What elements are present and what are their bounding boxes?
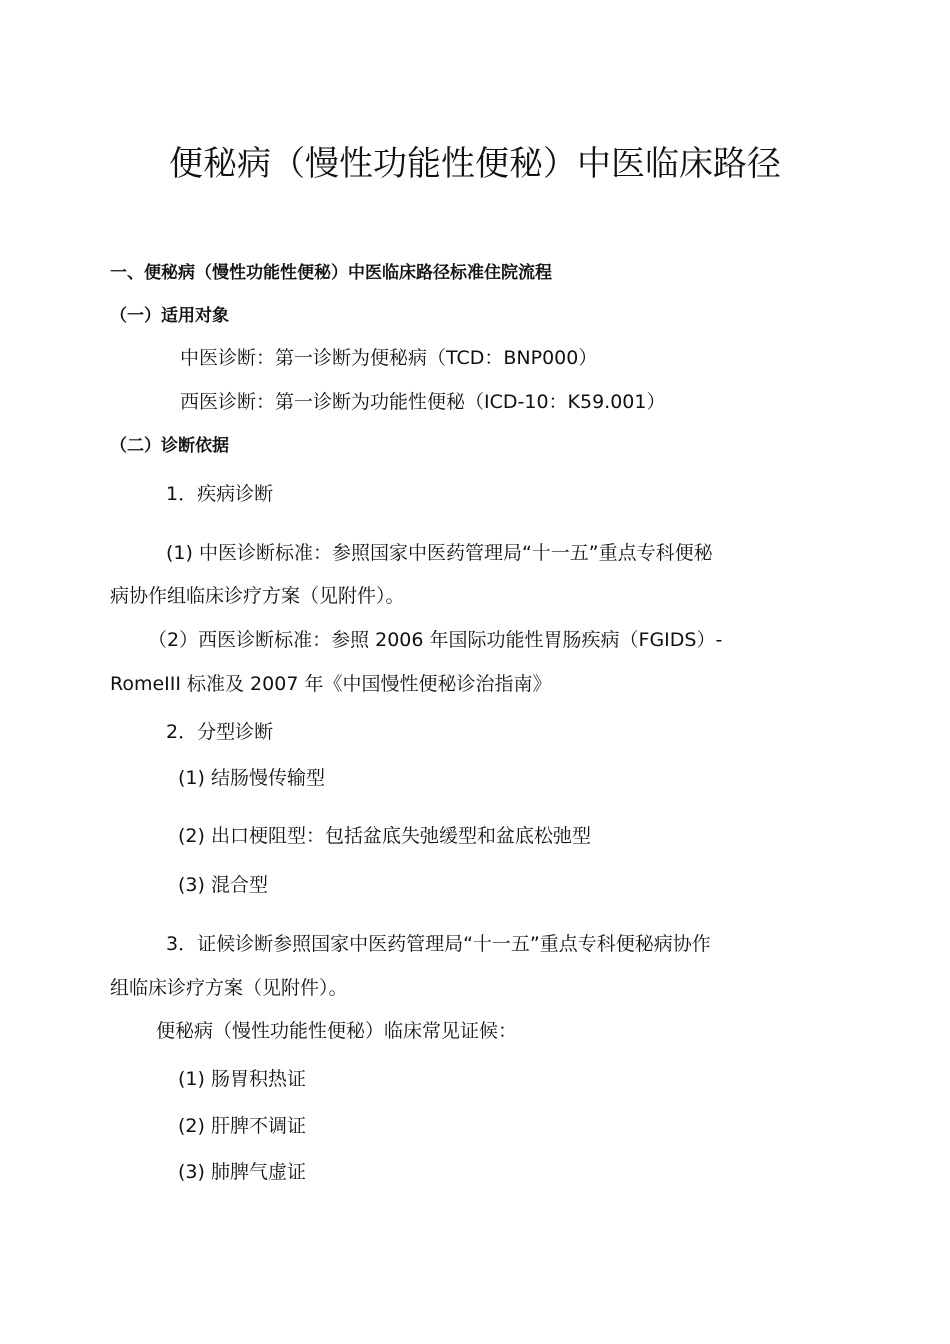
item2-1: (1) 结肠慢传输型 xyxy=(178,767,325,789)
syndromes-intro: 便秘病（慢性功能性便秘）临床常见证候： xyxy=(156,1020,518,1042)
document-title: 便秘病（慢性功能性便秘）中医临床路径 xyxy=(169,144,781,184)
syndrome-1: (1) 肠胃积热证 xyxy=(178,1068,306,1090)
item1-heading: 1．疾病诊断 xyxy=(166,483,274,505)
item2-2: (2) 出口梗阻型：包括盆底失弛缓型和盆底松弛型 xyxy=(178,825,591,847)
item1-1-line2: 病协作组临床诊疗方案（见附件）。 xyxy=(110,585,405,607)
syndrome-3: (3) 肺脾气虚证 xyxy=(178,1161,306,1183)
item3-line2: 组临床诊疗方案（见附件）。 xyxy=(110,977,348,999)
tcm-diagnosis-line: 中医诊断：第一诊断为便秘病（TCD：BNP000） xyxy=(180,347,598,369)
item1-1-line1: (1) 中医诊断标准：参照国家中医药管理局“十一五”重点专科便秘 xyxy=(166,542,713,564)
item3-line1: 3．证候诊断参照国家中医药管理局“十一五”重点专科便秘病协作 xyxy=(166,933,711,955)
subsection-heading-basis: （二）诊断依据 xyxy=(110,436,229,456)
item2-3: (3) 混合型 xyxy=(178,874,268,896)
item1-2-line1: （2）西医诊断标准：参照 2006 年国际功能性胃肠疾病（FGIDS）- xyxy=(148,629,723,651)
syndrome-2: (2) 肝脾不调证 xyxy=(178,1115,306,1137)
western-diagnosis-line: 西医诊断：第一诊断为功能性便秘（ICD-10：K59.001） xyxy=(180,391,666,413)
item2-heading: 2．分型诊断 xyxy=(166,721,274,743)
item1-2-line2: RomeIII 标准及 2007 年《中国慢性便秘诊治指南》 xyxy=(110,673,552,695)
subsection-heading-applicable: （一）适用对象 xyxy=(110,306,229,326)
section-heading: 一、便秘病（慢性功能性便秘）中医临床路径标准住院流程 xyxy=(110,263,552,283)
